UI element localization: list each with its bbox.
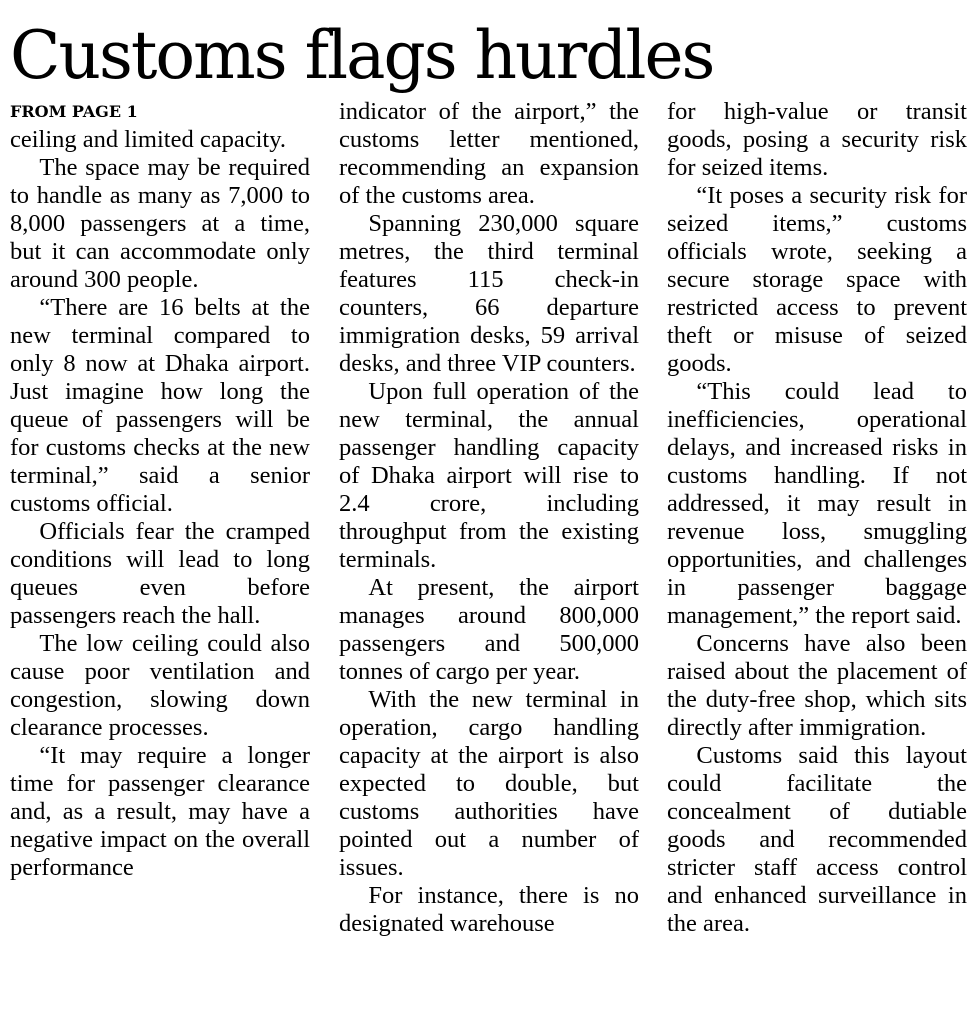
kicker: FROM PAGE 1	[10, 102, 138, 121]
headline: Customs flags hurdles	[10, 17, 714, 94]
paragraph: “This could lead to inefficiencies, operational delays, and increased risks in customs handling. If not addressed, it may result in revenue loss, smuggling opportunities, and challenges in passenger baggage management,” the report said.	[667, 378, 967, 629]
paragraph: Upon full operation of the new terminal, the annual passenger handling capacity of Dhaka airport will rise to 2.4 crore, including throughput from the existing terminals.	[339, 378, 639, 573]
paragraph: ceiling and limited capacity.	[10, 126, 286, 153]
column-2	[339, 98, 639, 938]
paragraph: The space may be required to handle as many as 7,000 to 8,000 passengers at a time, but it can accommodate only around 300 people.	[10, 154, 310, 293]
paragraph: The low ceiling could also cause poor ventilation and congestion, slowing down clearance processes.	[10, 630, 310, 741]
paragraph: indicator of the airport,” the customs letter mentioned, recommending an expansion of the customs area.	[339, 98, 639, 209]
paragraph: “There are 16 belts at the new terminal compared to only 8 now at Dhaka airport. Just imagine how long the queue of passengers will be for customs checks at the new terminal,” said a senior customs official.	[10, 294, 310, 517]
paragraph: Officials fear the cramped conditions will lead to long queues even before passengers reach the hall.	[10, 518, 310, 629]
paragraph: For instance, there is no designated warehouse	[339, 882, 639, 937]
paragraph: Customs said this layout could facilitate the concealment of dutiable goods and recommended stricter staff access control and enhanced surveillance in the area.	[667, 742, 967, 937]
paragraph: for high-value or transit goods, posing a security risk for seized items.	[667, 98, 967, 181]
paragraph: Concerns have also been raised about the placement of the duty-free shop, which sits directly after immigration.	[667, 630, 967, 741]
paragraph: Spanning 230,000 square metres, the third terminal features 115 check-in counters, 66 departure immigration desks, 59 arrival desks, and three VIP counters.	[339, 210, 639, 377]
paragraph: With the new terminal in operation, cargo handling capacity at the airport is also expected to double, but customs authorities have pointed out a number of issues.	[339, 686, 639, 881]
paragraph: “It poses a security risk for seized items,” customs officials wrote, seeking a secure storage space with restricted access to prevent theft or misuse of seized goods.	[667, 182, 967, 377]
paragraph: “It may require a longer time for passenger clearance and, as a result, may have a negative impact on the overall performance	[10, 742, 310, 881]
paragraph: At present, the airport manages around 800,000 passengers and 500,000 tonnes of cargo per year.	[339, 574, 639, 685]
column-3	[667, 98, 967, 938]
column-1	[10, 98, 310, 882]
